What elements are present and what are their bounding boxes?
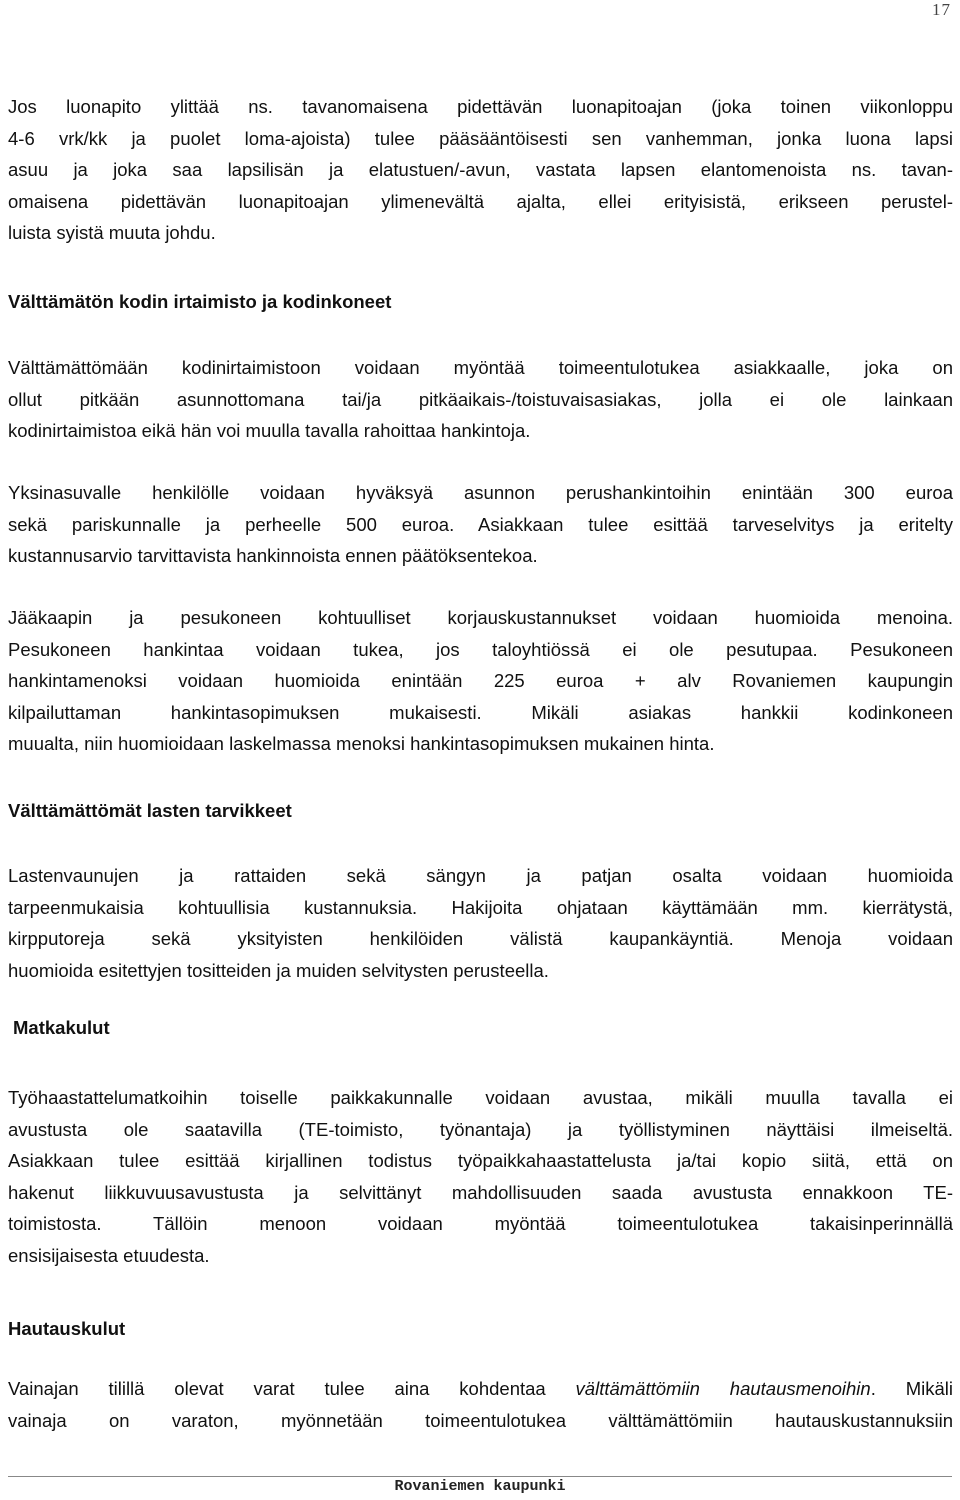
- text-line: 4-6 vrk/kk ja puolet loma-ajoista) tulee pääsääntöisesti sen vanhemman, jonka luona lapsi: [8, 127, 953, 149]
- text-line: hankintamenoksi voidaan huomioida enintään 225 euroa + alv Rovaniemen kaupungin: [8, 670, 953, 691]
- text-line: Työhaastattelumatkoihin toiselle paikkakunnalle voidaan avustaa, mikäli muulla tavalla ei: [8, 1087, 953, 1108]
- text-line: luista syistä muuta johdu.: [8, 222, 216, 243]
- footer-text: Rovaniemen kaupunki: [394, 1478, 566, 1495]
- paragraph-kodinkoneet: [8, 602, 953, 760]
- paragraph-perushankinnat: [8, 477, 953, 572]
- text-line: kodinirtaimistoa eikä hän voi muulla tavalla rahoittaa hankintoja.: [8, 420, 531, 441]
- text-line: kustannusarvio tarvittavista hankinnoista ennen päätöksentekoa.: [8, 545, 538, 566]
- text-line: Asiakkaan tulee esittää kirjallinen todistus työpaikkahaastattelusta ja/tai kopio siitä, että on: [8, 1150, 953, 1171]
- text-line: [8, 1373, 953, 1405]
- text-line: Lastenvaunujen ja rattaiden sekä sängyn ja patjan osalta voidaan huomioida: [8, 865, 953, 886]
- text-line: sekä pariskunnalle ja perheelle 500 euroa. Asiakkaan tulee esittää tarveselvitys ja eritelty: [8, 513, 953, 535]
- text-line: avustusta ole saatavilla (TE-toimisto, työnantaja) ja työllistyminen näyttäisi ilmeiseltä.: [8, 1118, 953, 1140]
- paragraph-lasten-tarvikkeet: [8, 860, 953, 986]
- text-line: muualta, niin huomioidaan laskelmassa menoksi hankintasopimuksen mukainen hinta.: [8, 733, 715, 754]
- text-line: huomioida esitettyjen tositteiden ja muiden selvitysten perusteella.: [8, 959, 549, 981]
- page-number: 17: [932, 0, 951, 19]
- text-line: Jos luonapito ylittää ns. tavanomaisena pidettävän luonapitoajan (joka toinen viikonloppu: [8, 96, 953, 117]
- text-line: ensisijaisesta etuudesta.: [8, 1244, 210, 1266]
- text-line: omaisena pidettävän luonapitoajan ylimenevältä ajalta, ellei erityisistä, erikseen perustel-: [8, 190, 953, 212]
- text-run: Vainajan tilillä olevat varat tulee aina kohdentaa: [8, 1378, 576, 1399]
- text-line: vainaja on varaton, myönnetään toimeentulotukea välttämättömiin hautauskustannuksiin: [8, 1409, 953, 1431]
- heading-hautauskulut: Hautauskulut: [8, 1318, 126, 1339]
- emphasis-text: välttämättömiin hautausmenoihin: [575, 1378, 871, 1399]
- paragraph-kodinirtaimisto: [8, 352, 953, 447]
- paragraph-hautauskulut: [8, 1373, 953, 1436]
- text-line: Yksinasuvalle henkilölle voidaan hyväksyä asunnon perushankintoihin enintään 300 euroa: [8, 482, 953, 503]
- text-line: kilpailuttaman hankintasopimuksen mukaisesti. Mikäli asiakas hankkii kodinkoneen: [8, 701, 953, 723]
- heading-lasten-tarvikkeet: Välttämättömät lasten tarvikkeet: [8, 800, 292, 821]
- paragraph-matkakulut: [8, 1082, 953, 1271]
- paragraph-luonapito: [8, 91, 953, 249]
- text-line: Välttämättömään kodinirtaimistoon voidaan myöntää toimeentulotukea asiakkaalle, joka on: [8, 357, 953, 378]
- text-line: tarpeenmukaisia kohtuullisia kustannuksia. Hakijoita ohjataan käyttämään mm. kierrätystä,: [8, 896, 953, 918]
- text-run: . Mikäli: [870, 1378, 953, 1399]
- text-line: Pesukoneen hankintaa voidaan tukea, jos taloyhtiössä ei ole pesutupaa. Pesukoneen: [8, 638, 953, 660]
- heading-kodin-irtaimisto: Välttämätön kodin irtaimisto ja kodinkoneet: [8, 291, 392, 312]
- text-line: Jääkaapin ja pesukoneen kohtuulliset korjauskustannukset voidaan huomioida menoina.: [8, 607, 953, 628]
- text-line: ollut pitkään asunnottomana tai/ja pitkäaikais-/toistuvaisasiakas, jolla ei ole lainkaan: [8, 388, 953, 410]
- text-line: kirpputoreja sekä yksityisten henkilöiden välistä kaupankäyntiä. Menoja voidaan: [8, 928, 953, 949]
- text-line: toimistosta. Tällöin menoon voidaan myöntää toimeentulotukea takaisinperinnällä: [8, 1213, 953, 1234]
- footer-rule: [8, 1476, 952, 1477]
- heading-matkakulut: Matkakulut: [13, 1017, 110, 1038]
- text-line: hakenut liikkuvuusavustusta ja selvittänyt mahdollisuuden saada avustusta ennakkoon TE-: [8, 1181, 953, 1203]
- text-line: asuu ja joka saa lapsilisän ja elatustuen/-avun, vastata lapsen elantomenoista ns. tavan-: [8, 159, 953, 180]
